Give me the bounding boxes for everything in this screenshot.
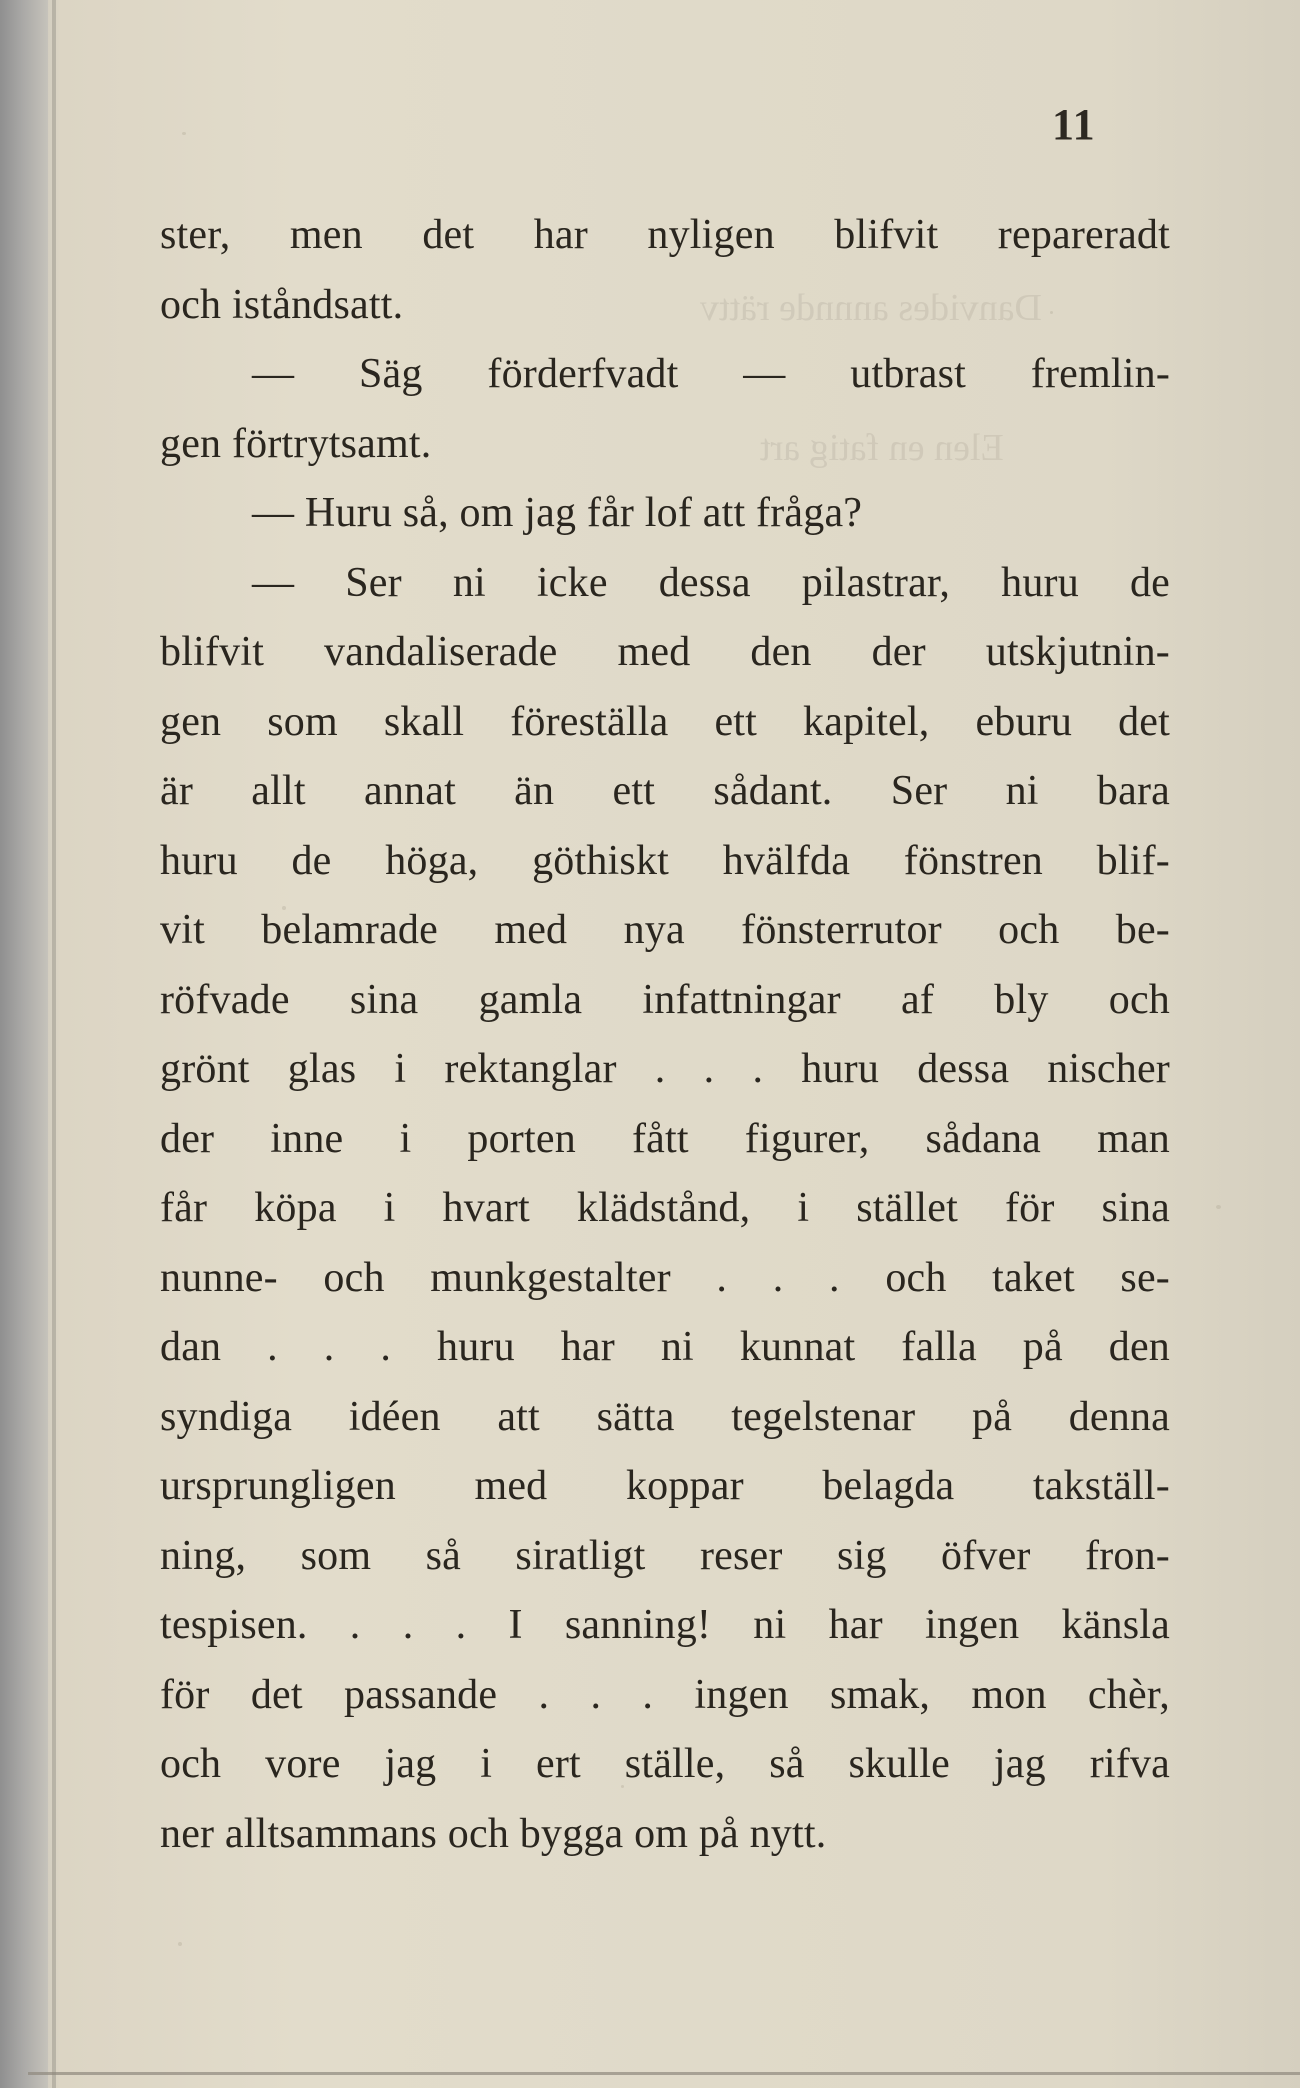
text-line: och iståndsatt. xyxy=(160,281,404,328)
text-line: är allt annat än ett sådant. Ser ni bara xyxy=(160,768,1170,814)
paper-speckle xyxy=(182,132,186,135)
page-binding-shadow xyxy=(0,0,48,2088)
text-line: ster, men det har nyligen blifvit repareradt xyxy=(160,212,1170,258)
text-line: grönt glas i rektanglar . . . huru dessa nischer xyxy=(160,1046,1170,1092)
text-line: — Säg förderfvadt — utbrast fremlin- xyxy=(252,351,1170,397)
page-left-border xyxy=(52,0,56,2088)
text-line: — Huru så, om jag får lof att fråga? xyxy=(252,490,863,536)
text-line: gen som skall föreställa ett kapitel, eburu det xyxy=(160,698,1170,745)
text-line: der inne i porten fått figurer, sådana man xyxy=(160,1115,1170,1162)
text-line: för det passande . . . ingen smak, mon chèr, xyxy=(160,1671,1170,1718)
paper-speckle xyxy=(178,1942,182,1946)
text-line: gen förtrytsamt. xyxy=(160,420,432,467)
text-line: får köpa i hvart klädstånd, i stället för sina xyxy=(160,1185,1170,1231)
page-text xyxy=(160,201,1170,1869)
text-line: syndiga idéen att sätta tegelstenar på denna xyxy=(160,1393,1170,1440)
text-line: blifvit vandaliserade med den der utskjutnin- xyxy=(160,629,1170,675)
text-line: ning, som så siratligt reser sig öfver fron- xyxy=(160,1532,1170,1579)
page-number: 11 xyxy=(1052,100,1096,149)
text-line: nunne- och munkgestalter . . . och taket se- xyxy=(160,1254,1170,1301)
show-through-text: Elen en fatig art xyxy=(760,427,1004,469)
text-line: — Ser ni icke dessa pilastrar, huru de xyxy=(252,559,1170,606)
page-bottom-border xyxy=(28,2072,1300,2075)
text-line: tespisen. . . . I sanning! ni har ingen känsla xyxy=(160,1602,1170,1648)
text-line: röfvade sina gamla infattningar af bly och xyxy=(160,976,1170,1023)
show-through-text: Danvides annnde rättv xyxy=(700,287,1042,329)
text-line: ursprungligen med koppar belagda takställ- xyxy=(160,1463,1170,1509)
paper-speckle xyxy=(1216,1205,1221,1209)
text-line: och vore jag i ert ställe, så skulle jag rifva xyxy=(160,1741,1170,1787)
text-line: vit belamrade med nya fönsterrutor och be- xyxy=(160,907,1170,953)
text-line: dan . . . huru har ni kunnat falla på den xyxy=(160,1324,1170,1370)
text-line: ner alltsammans och bygga om på nytt. xyxy=(160,1810,827,1857)
text-line: huru de höga, göthiskt hvälfda fönstren blif- xyxy=(160,837,1170,884)
